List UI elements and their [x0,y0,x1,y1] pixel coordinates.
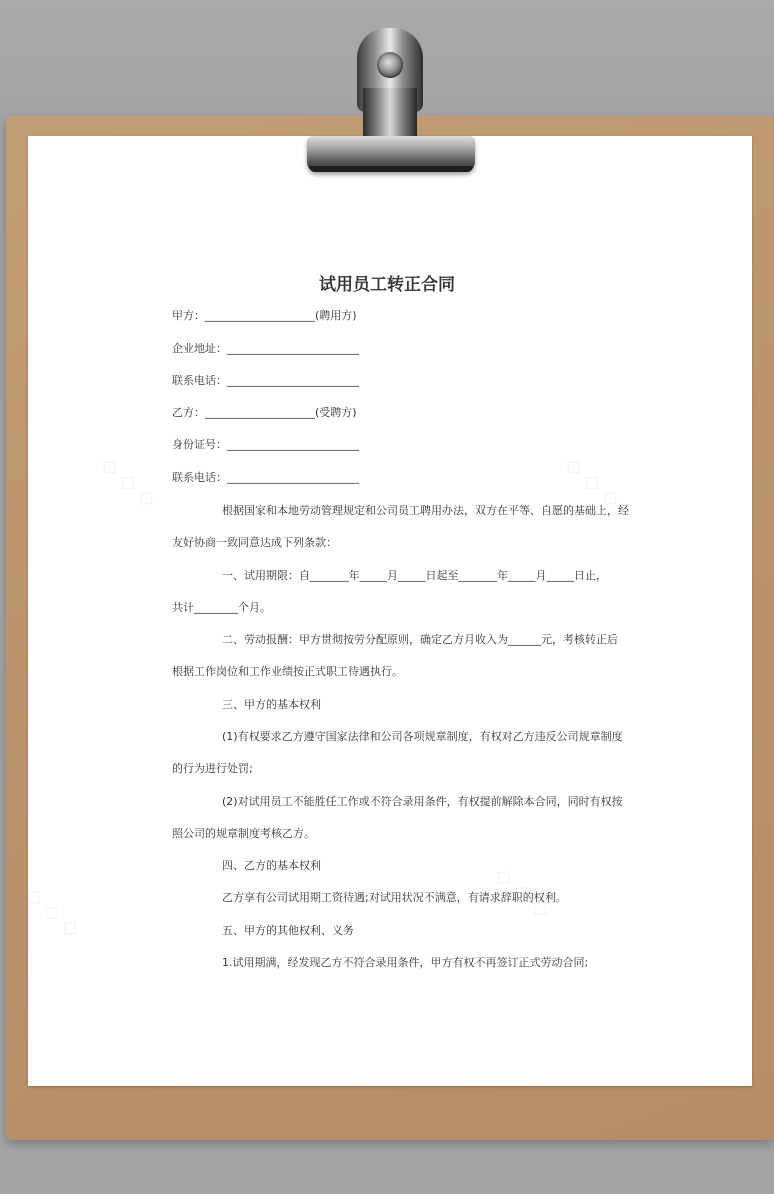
watermark-mark: ◇ ◇ ◇ [19,882,86,943]
clause-party-b-right: 乙方享有公司试用期工资待遇;对试用状况不满意，有请求辞职的权利。 [222,891,567,904]
paragraph-intro: 根据国家和本地劳动管理规定和公司员工聘用办法，双方在平等、自愿的基础上，经 [222,504,629,517]
clause-party-a-right-2-cont: 照公司的规章制度考核乙方。 [172,827,315,840]
clause-probation-period-cont: 共计________个月。 [172,601,271,614]
paragraph-intro-cont: 友好协商一致同意达成下列条款： [172,536,337,549]
field-party-b: 乙方：____________________(受聘方) [172,406,357,419]
watermark-mark: ◇ ◇ ◇ [95,452,162,513]
field-id-number: 身份证号：________________________ [172,438,359,451]
field-phone-a: 联系电话：________________________ [172,374,359,387]
clause-party-a-right-1: (1)有权要求乙方遵守国家法律和公司各项规章制度，有权对乙方违反公司规章制度 [222,730,623,743]
field-party-a: 甲方：____________________(聘用方) [172,309,357,322]
binder-clip-hole [377,52,403,78]
watermark-mark: ◇ ◇ ◇ [559,452,626,513]
binder-clip-neck [363,88,417,140]
heading-party-a-other: 五、甲方的其他权利、义务 [222,924,354,937]
field-phone-b: 联系电话：________________________ [172,471,359,484]
heading-party-b-rights: 四、乙方的基本权利 [222,859,321,872]
heading-party-a-rights: 三、甲方的基本权利 [222,698,321,711]
clause-party-a-right-2: (2)对试用员工不能胜任工作或不符合录用条件，有权提前解除本合同，同时有权按 [222,795,623,808]
document-title: 试用员工转正合同 [319,275,455,295]
watermark-mark: ◇ ◇ ◇ [489,862,556,923]
binder-clip-edge [309,166,473,172]
clause-party-a-other-1: 1.试用期满，经发现乙方不符合录用条件，甲方有权不再签订正式劳动合同; [222,956,589,969]
clause-probation-period: 一、试用期限：自_______年_____月_____日起至_______年_____月_____日止， [222,569,607,582]
clause-compensation: 二、劳动报酬：甲方贯彻按劳分配原则，确定乙方月收入为______元，考核转正后 [222,633,618,646]
clause-compensation-cont: 根据工作岗位和工作业绩按正式职工待遇执行。 [172,665,403,678]
clause-party-a-right-1-cont: 的行为进行处罚; [172,762,253,775]
field-company-address: 企业地址：________________________ [172,342,359,355]
